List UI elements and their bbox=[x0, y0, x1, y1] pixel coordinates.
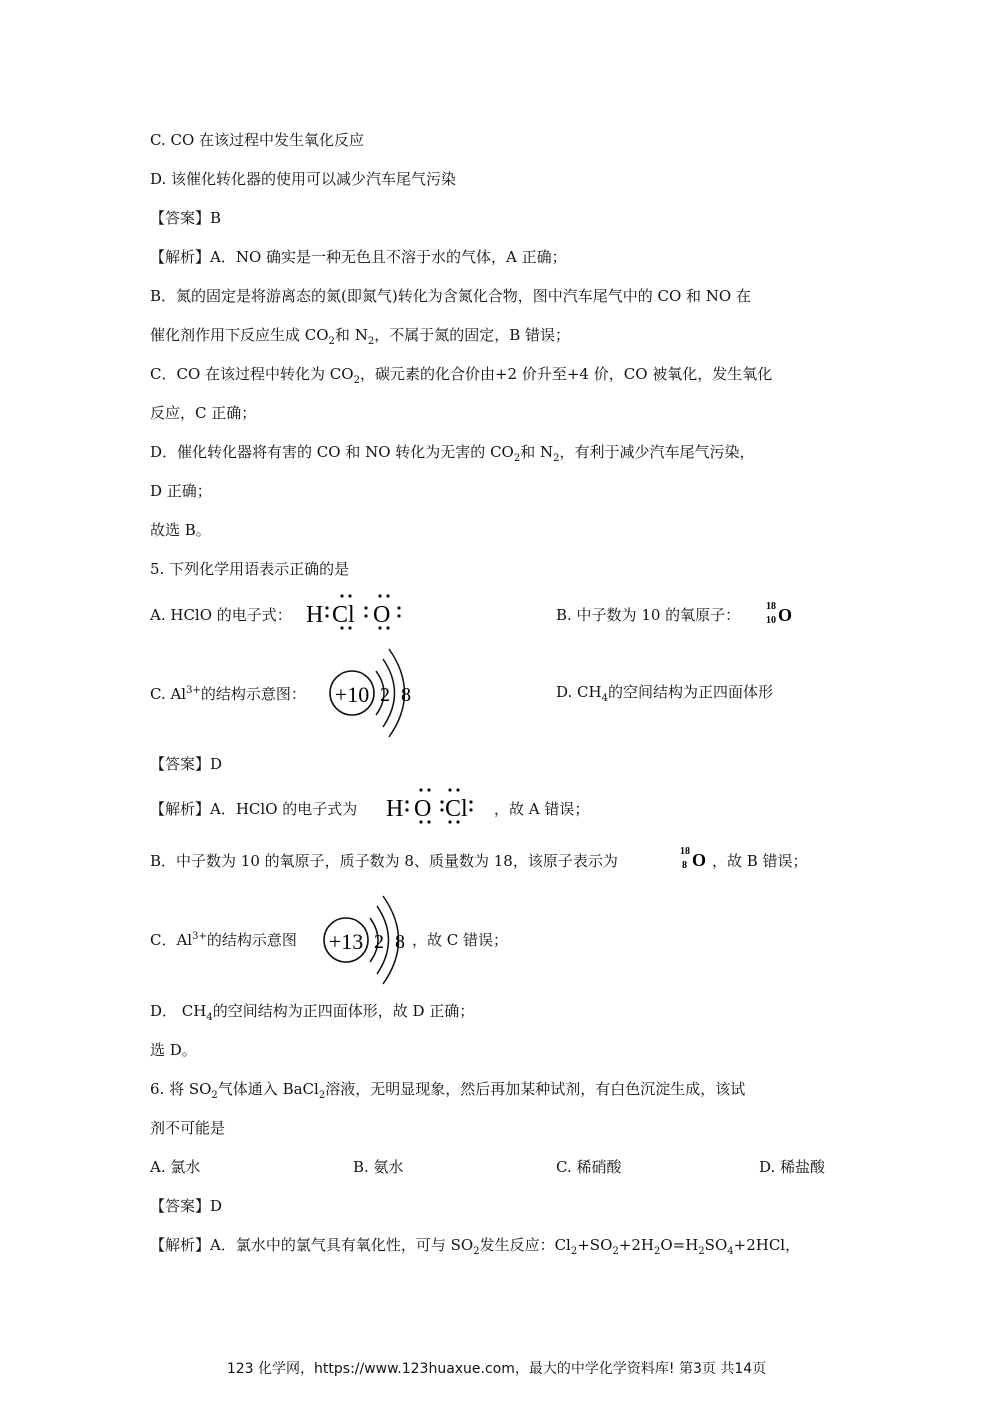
nucleus-charge: +13 bbox=[328, 929, 364, 954]
text: 气体通入 BaCl bbox=[217, 1080, 319, 1098]
text: O=H bbox=[660, 1236, 699, 1254]
q5-explanation-b bbox=[150, 851, 618, 871]
subscript: 2 bbox=[473, 1246, 480, 1257]
q5-explanation-a-tail: ，故 A 错误； bbox=[494, 800, 590, 818]
superscript: 3+ bbox=[186, 685, 201, 696]
shell-1-electrons: 2 bbox=[380, 684, 390, 706]
q4-explanation-b1: B．氮的固定是将游离态的氮(即氮气)转化为含氮化合物，图中汽车尾气中的 CO 和 NO 在 bbox=[150, 287, 751, 305]
q6-option-b: B. 氨水 bbox=[353, 1158, 404, 1176]
atom-cl: Cl bbox=[445, 796, 468, 822]
subscript: 2 bbox=[367, 336, 375, 347]
q6-answer bbox=[150, 1196, 222, 1216]
subscript: 4 bbox=[206, 1012, 213, 1023]
text: B．中子数为 10 的氧原子，质子数为 8、质量数为 18，该原子表示为 bbox=[150, 852, 618, 870]
text: 的结构示意图： bbox=[200, 685, 306, 703]
oxygen-isotope-10 bbox=[764, 598, 798, 628]
q6-explanation-a bbox=[150, 1235, 800, 1255]
subscript: 4 bbox=[601, 693, 608, 704]
superscript: 3+ bbox=[192, 931, 207, 942]
text: 的空间结构为正四面体形，故 D 正确； bbox=[212, 1002, 475, 1020]
atom-o: O bbox=[373, 602, 391, 628]
text: D． CH bbox=[150, 1002, 207, 1020]
text: ，碳元素的化合价由+2 价升至+4 价，CO 被氧化，发生氧化 bbox=[359, 365, 773, 383]
symbol-o: O bbox=[778, 605, 793, 625]
q6-option-a: A. 氯水 bbox=[150, 1158, 201, 1176]
answer-value: B bbox=[210, 209, 222, 227]
text: +2H bbox=[618, 1236, 654, 1254]
text: D. CH bbox=[556, 683, 602, 701]
shell-1-electrons: 2 bbox=[374, 931, 384, 953]
subscript: 2 bbox=[211, 1090, 218, 1101]
answer-tag: 【答案】 bbox=[150, 209, 211, 227]
explanation-tag: 【解析】 bbox=[150, 800, 211, 818]
text: 的空间结构为正四面体形 bbox=[607, 683, 773, 701]
q5-answer bbox=[150, 754, 222, 774]
q6-stem-line1 bbox=[150, 1079, 745, 1099]
text: C．Al bbox=[150, 931, 193, 949]
explanation-tag: 【解析】 bbox=[150, 1236, 211, 1254]
answer-value: D bbox=[210, 1197, 223, 1215]
text: 的结构示意图 bbox=[206, 931, 297, 949]
subscript: 2 bbox=[653, 1246, 661, 1257]
subscript: 2 bbox=[698, 1246, 705, 1257]
page-footer: 123 化学网，https://www.123huaxue.com，最大的中学化学资料库! 第3页 共14页 bbox=[226, 1361, 767, 1377]
q5-explanation-d bbox=[150, 1001, 474, 1021]
q4-explanation-c2: 反应，C 正确； bbox=[150, 404, 257, 422]
text: A．NO 确实是一种无色且不溶于水的气体，A 正确； bbox=[210, 248, 567, 266]
text: ，有利于减少汽车尾气污染， bbox=[559, 443, 755, 461]
atom-cl: Cl bbox=[332, 602, 355, 628]
text: SO bbox=[704, 1236, 728, 1254]
q6-option-c: C. 稀硝酸 bbox=[556, 1158, 622, 1176]
q4-explanation-b2 bbox=[150, 325, 570, 345]
q4-answer bbox=[150, 208, 221, 228]
subscript: 4 bbox=[727, 1246, 734, 1257]
oxygen-isotope-8 bbox=[678, 843, 712, 873]
atom-h: H bbox=[386, 796, 404, 822]
answer-tag: 【答案】 bbox=[150, 755, 211, 773]
q4-conclusion: 故选 B。 bbox=[150, 521, 211, 539]
text: C．CO 在该过程中转化为 CO bbox=[150, 365, 354, 383]
mass-number: 18 bbox=[680, 846, 690, 857]
atom-o: O bbox=[414, 796, 432, 822]
q5-explanation-c bbox=[150, 930, 297, 950]
subscript: 2 bbox=[318, 1090, 326, 1101]
atomic-number: 8 bbox=[682, 860, 687, 871]
subscript: 2 bbox=[353, 375, 360, 386]
answer-tag: 【答案】 bbox=[150, 1197, 211, 1215]
q4-option-d: D. 该催化转化器的使用可以减少汽车尾气污染 bbox=[150, 170, 457, 188]
text: ，不属于氮的固定，B 错误； bbox=[374, 326, 570, 344]
q4-explanation-d2: D 正确； bbox=[150, 482, 212, 500]
text: C. Al bbox=[150, 685, 187, 703]
hclo-wrong-electron-formula bbox=[302, 592, 412, 632]
text: A．HClO 的电子式为 bbox=[210, 800, 358, 818]
text: A．氯水中的氯气具有氧化性，可与 SO bbox=[210, 1236, 474, 1254]
text: A. HClO 的电子式： bbox=[150, 606, 292, 624]
q5-option-c bbox=[150, 684, 306, 704]
atom-h: H bbox=[306, 602, 324, 628]
text: +SO bbox=[577, 1236, 613, 1254]
text: 发生反应：Cl bbox=[479, 1236, 571, 1254]
mass-number: 18 bbox=[766, 601, 776, 612]
q4-explanation-a bbox=[150, 247, 567, 267]
q5-explanation-b-tail: ，故 B 错误； bbox=[712, 852, 808, 870]
atomic-number: 10 bbox=[766, 615, 776, 626]
q5-explanation-c-tail: ，故 C 错误； bbox=[412, 931, 509, 949]
text: B. 中子数为 10 的氧原子： bbox=[556, 606, 741, 624]
q4-explanation-c1 bbox=[150, 364, 772, 384]
subscript: 2 bbox=[513, 453, 521, 464]
text: 6. 将 SO bbox=[150, 1080, 212, 1098]
text: 和 N bbox=[520, 443, 554, 461]
q5-stem: 5. 下列化学用语表示正确的是 bbox=[150, 560, 350, 578]
q6-stem-line2: 剂不可能是 bbox=[150, 1119, 226, 1137]
subscript: 2 bbox=[553, 453, 560, 464]
q6-option-d: D. 稀盐酸 bbox=[759, 1158, 826, 1176]
q4-explanation-d1 bbox=[150, 442, 755, 462]
text: 和 N bbox=[334, 326, 368, 344]
text: 催化剂作用下反应生成 CO bbox=[150, 326, 329, 344]
subscript: 2 bbox=[328, 336, 335, 347]
q5-conclusion: 选 D。 bbox=[150, 1041, 197, 1059]
text: +2HCl， bbox=[733, 1236, 801, 1254]
subscript: 2 bbox=[570, 1246, 578, 1257]
explanation-tag: 【解析】 bbox=[150, 248, 211, 266]
nucleus-charge: +10 bbox=[334, 682, 370, 707]
shell-2-electrons: 8 bbox=[395, 931, 405, 953]
answer-value: D bbox=[210, 755, 223, 773]
shell-2-electrons: 8 bbox=[401, 684, 411, 706]
al-ion-structure-diagram-wrong bbox=[322, 645, 422, 745]
hclo-correct-electron-formula bbox=[382, 786, 492, 826]
q5-explanation-a bbox=[150, 799, 357, 819]
symbol-o: O bbox=[692, 850, 707, 870]
q5-option-d bbox=[556, 682, 773, 702]
q5-option-a bbox=[150, 605, 292, 625]
q4-option-c: C. CO 在该过程中发生氧化反应 bbox=[150, 131, 365, 149]
text: D．催化转化器将有害的 CO 和 NO 转化为无害的 CO bbox=[150, 443, 514, 461]
al-ion-structure-diagram-correct bbox=[316, 892, 416, 992]
subscript: 2 bbox=[612, 1246, 619, 1257]
q5-option-b bbox=[556, 605, 740, 625]
text: 溶液，无明显现象，然后再加某种试剂，有白色沉淀生成，该试 bbox=[325, 1080, 746, 1098]
